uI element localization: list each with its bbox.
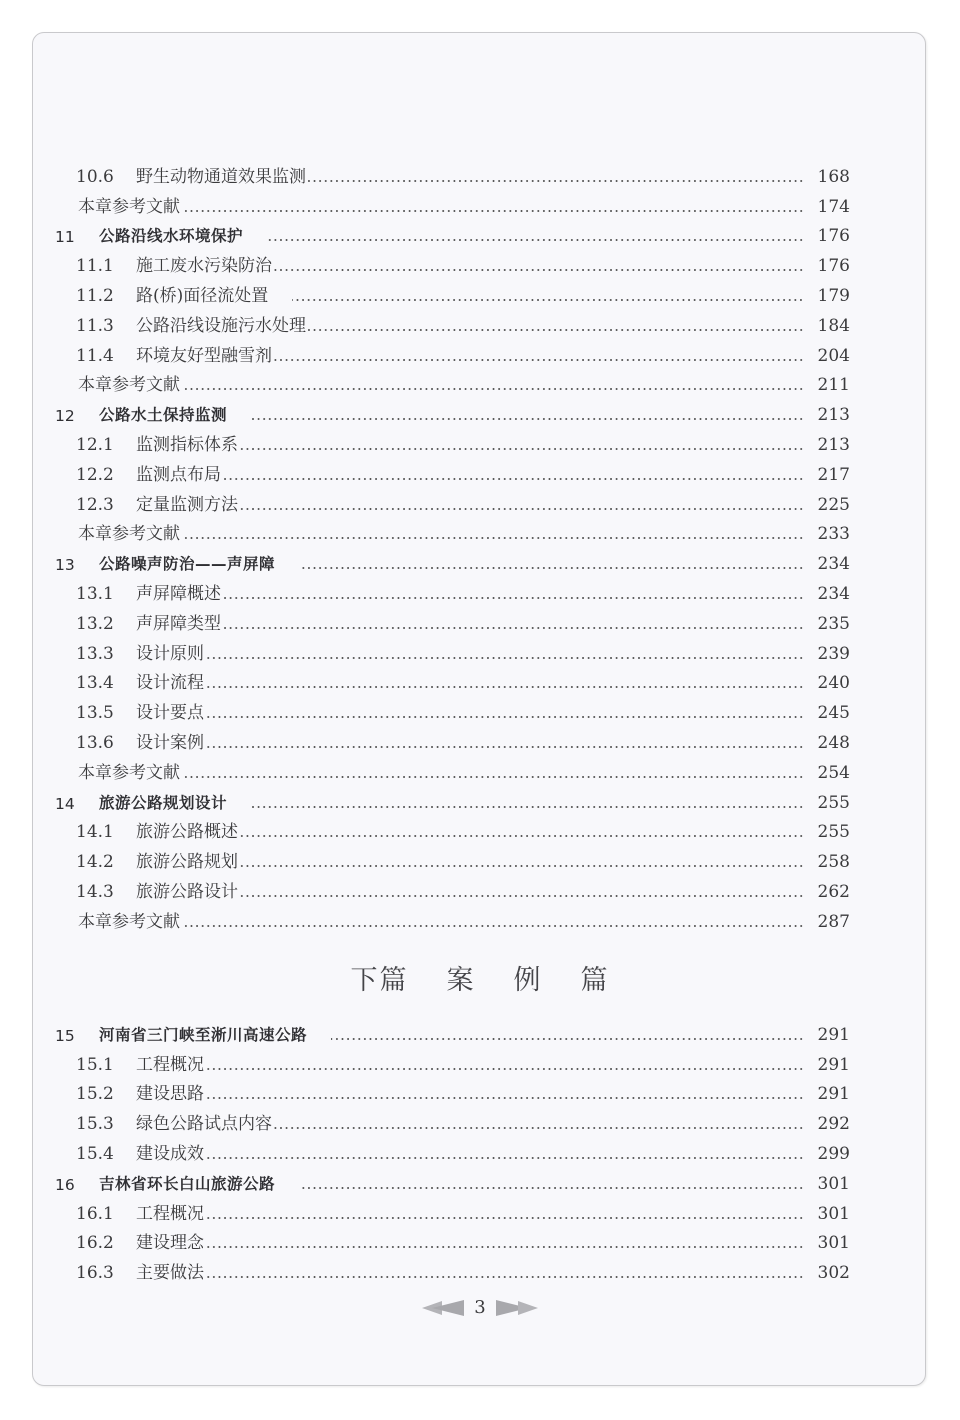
toc-entry-title: 声屏障类型 <box>136 613 221 634</box>
toc-section-entry[interactable] <box>55 664 850 694</box>
toc-entry-page: 292 <box>817 1114 850 1135</box>
toc-entry-page: 211 <box>817 375 850 396</box>
toc-entry-page: 213 <box>817 405 850 426</box>
dot-leader <box>206 1068 804 1070</box>
toc-entry-page: 248 <box>817 732 850 753</box>
toc-entry-page: 225 <box>817 494 850 515</box>
toc-entry-page: 179 <box>817 285 850 306</box>
toc-entry-number: 10.6 <box>76 166 114 187</box>
toc-entry-page: 184 <box>817 315 850 336</box>
toc-entry-title: 公路噪声防治——声屏障 <box>99 555 276 574</box>
toc-entry-page: 174 <box>817 196 850 217</box>
toc-entry-title: 主要做法 <box>136 1263 204 1284</box>
toc-chapter-entry[interactable] <box>55 395 850 425</box>
toc-section-entry[interactable] <box>55 872 850 902</box>
dot-leader <box>274 1127 804 1129</box>
toc-entry-title: 施工废水污染防治 <box>136 256 272 277</box>
part-heading-word: 案 <box>446 965 476 996</box>
toc-entry-page: 291 <box>817 1084 850 1105</box>
dot-leader <box>182 537 804 539</box>
dot-leader <box>182 388 804 390</box>
toc-entry-title: 设计流程 <box>136 673 204 694</box>
toc-entry-title: 旅游公路设计 <box>136 881 238 902</box>
toc-section-entry[interactable] <box>55 634 850 664</box>
toc-section-entry[interactable] <box>55 813 850 843</box>
dot-leader <box>206 746 804 748</box>
toc-entry-page: 301 <box>817 1233 850 1254</box>
toc-section-entry[interactable] <box>55 485 850 515</box>
toc-section-entry[interactable] <box>55 1253 850 1283</box>
toc-section-entry[interactable] <box>55 1075 850 1105</box>
toc-section-entry[interactable] <box>55 1045 850 1075</box>
toc-entry-number: 11.1 <box>76 256 114 277</box>
toc-entry-page: 239 <box>817 643 850 664</box>
toc-entry-title: 设计原则 <box>136 643 204 664</box>
part-heading-word: 篇 <box>580 965 610 996</box>
toc-entry-number: 14.1 <box>76 822 114 843</box>
dot-leader <box>182 210 804 212</box>
toc-entry-title: 工程概况 <box>136 1203 204 1224</box>
toc-entry-page: 299 <box>817 1143 850 1164</box>
dot-leader <box>182 776 804 778</box>
toc-entry-page: 302 <box>817 1263 850 1284</box>
dot-leader <box>308 180 804 182</box>
toc-entry-number: 14.2 <box>76 852 114 873</box>
arrow-left-icon <box>422 1299 464 1317</box>
toc-chapter-entry[interactable] <box>55 1015 850 1045</box>
dot-leader <box>274 269 804 271</box>
toc-entry-title: 建设思路 <box>136 1084 204 1105</box>
toc-section-entry[interactable] <box>55 246 850 276</box>
toc-entry-number: 16 <box>55 1175 75 1194</box>
table-of-contents-upper <box>55 157 850 932</box>
toc-entry-number: 16.3 <box>76 1263 114 1284</box>
toc-entry-title: 环境友好型融雪剂 <box>136 345 272 366</box>
toc-entry-page: 176 <box>817 256 850 277</box>
toc-entry-title: 本章参考文献 <box>78 524 180 545</box>
toc-entry-page: 255 <box>817 792 850 813</box>
toc-entry-title: 旅游公路规划 <box>136 852 238 873</box>
toc-entry-page: 204 <box>817 345 850 366</box>
toc-entry-number: 13.6 <box>76 732 114 753</box>
toc-section-entry[interactable] <box>55 336 850 366</box>
part-heading <box>0 958 960 997</box>
toc-section-entry[interactable] <box>55 425 850 455</box>
toc-entry-title: 定量监测方法 <box>136 494 238 515</box>
toc-entry-page: 213 <box>817 434 850 455</box>
toc-entry-title: 监测点布局 <box>136 464 221 485</box>
toc-entry-page: 168 <box>817 166 850 187</box>
dot-leader <box>206 716 804 718</box>
part-heading-word: 例 <box>513 965 543 996</box>
toc-entry-title: 本章参考文献 <box>78 762 180 783</box>
toc-entry-number: 16.1 <box>76 1203 114 1224</box>
toc-entry-page: 254 <box>817 762 850 783</box>
toc-entry-page: 245 <box>817 703 850 724</box>
dot-leader <box>206 657 804 659</box>
toc-entry-page: 255 <box>817 822 850 843</box>
toc-section-entry[interactable] <box>55 306 850 336</box>
toc-section-entry[interactable] <box>55 574 850 604</box>
dot-leader <box>308 329 804 331</box>
toc-section-entry[interactable] <box>55 1104 850 1134</box>
toc-section-entry[interactable] <box>55 455 850 485</box>
dot-leader <box>240 508 804 510</box>
page-number: 3 <box>474 1297 486 1318</box>
toc-entry-title: 公路沿线水环境保护 <box>99 227 244 246</box>
toc-entry-page: 234 <box>817 554 850 575</box>
toc-chapter-entry[interactable] <box>55 1164 850 1194</box>
dot-leader <box>206 1097 804 1099</box>
toc-entry-page: 291 <box>817 1024 850 1045</box>
toc-chapter-entry[interactable] <box>55 544 850 574</box>
dot-leader <box>299 567 804 569</box>
toc-entry-title: 吉林省环长白山旅游公路 <box>99 1174 276 1193</box>
toc-entry-page: 258 <box>817 852 850 873</box>
toc-entry-number: 14.3 <box>76 881 114 902</box>
toc-entry-title: 工程概况 <box>136 1054 204 1075</box>
toc-section-entry[interactable] <box>55 1224 850 1254</box>
toc-entry-number: 15.2 <box>76 1084 114 1105</box>
toc-entry-title: 设计案例 <box>136 732 204 753</box>
toc-entry-title: 路(桥)面径流处置 <box>136 285 269 306</box>
toc-entry-page: 233 <box>817 524 850 545</box>
toc-section-entry[interactable] <box>55 604 850 634</box>
dot-leader <box>240 835 804 837</box>
toc-entry-title: 本章参考文献 <box>78 196 180 217</box>
toc-entry-page: 301 <box>817 1173 850 1194</box>
toc-entry-page: 262 <box>817 881 850 902</box>
toc-section-entry[interactable] <box>55 276 850 306</box>
toc-entry-title: 本章参考文献 <box>78 375 180 396</box>
toc-section-entry[interactable] <box>55 1194 850 1224</box>
toc-entry-number: 16.2 <box>76 1233 114 1254</box>
dot-leader <box>292 299 804 301</box>
dot-leader <box>182 925 804 927</box>
dot-leader <box>206 686 804 688</box>
toc-section-entry[interactable] <box>55 723 850 753</box>
toc-entry-page: 176 <box>817 226 850 247</box>
toc-entry-title: 声屏障概述 <box>136 583 221 604</box>
table-of-contents-lower <box>55 1015 850 1283</box>
toc-entry-title: 公路沿线设施污水处理 <box>136 315 306 336</box>
toc-entry-title: 建设成效 <box>136 1143 204 1164</box>
dot-leader <box>331 1038 804 1040</box>
toc-entry-title: 公路水土保持监测 <box>99 406 228 425</box>
toc-entry-number: 13 <box>55 556 75 575</box>
toc-references-entry[interactable] <box>55 515 850 545</box>
dot-leader <box>206 1276 804 1278</box>
arrow-right-icon <box>496 1299 538 1317</box>
toc-section-entry[interactable] <box>55 693 850 723</box>
toc-entry-number: 15.4 <box>76 1143 114 1164</box>
toc-entry-page: 287 <box>817 911 850 932</box>
toc-entry-number: 12.3 <box>76 494 114 515</box>
toc-entry-number: 13.4 <box>76 673 114 694</box>
toc-entry-title: 设计要点 <box>136 703 204 724</box>
dot-leader <box>240 865 804 867</box>
toc-entry-title: 本章参考文献 <box>78 911 180 932</box>
dot-leader <box>223 627 804 629</box>
toc-references-entry[interactable] <box>55 753 850 783</box>
dot-leader <box>267 239 804 241</box>
toc-entry-number: 11.4 <box>76 345 114 366</box>
toc-entry-title: 野生动物通道效果监测 <box>136 166 306 187</box>
part-heading-word: 下篇 <box>350 965 409 996</box>
toc-entry-number: 12 <box>55 407 75 426</box>
dot-leader <box>251 806 804 808</box>
toc-section-entry[interactable] <box>55 1134 850 1164</box>
toc-references-entry[interactable] <box>55 902 850 932</box>
dot-leader <box>251 418 804 420</box>
toc-entry-page: 217 <box>817 464 850 485</box>
toc-references-entry[interactable] <box>55 187 850 217</box>
toc-entry-page: 240 <box>817 673 850 694</box>
toc-entry-number: 15.1 <box>76 1054 114 1075</box>
toc-entry-number: 11 <box>55 228 75 247</box>
dot-leader <box>274 359 804 361</box>
toc-section-entry[interactable] <box>55 842 850 872</box>
dot-leader <box>223 597 804 599</box>
toc-entry-title: 绿色公路试点内容 <box>136 1114 272 1135</box>
toc-entry-number: 13.1 <box>76 583 114 604</box>
dot-leader <box>240 448 804 450</box>
toc-entry-number: 15.3 <box>76 1114 114 1135</box>
dot-leader <box>206 1157 804 1159</box>
toc-entry-title: 建设理念 <box>136 1233 204 1254</box>
toc-entry-page: 291 <box>817 1054 850 1075</box>
toc-entry-number: 12.1 <box>76 434 114 455</box>
page-footer <box>0 1297 960 1318</box>
dot-leader <box>206 1217 804 1219</box>
toc-entry-number: 15 <box>55 1026 75 1045</box>
toc-entry-number: 13.2 <box>76 613 114 634</box>
toc-section-entry[interactable] <box>55 157 850 187</box>
toc-entry-title: 旅游公路规划设计 <box>99 793 228 812</box>
dot-leader <box>240 895 804 897</box>
toc-entry-title: 河南省三门峡至淅川高速公路 <box>99 1025 308 1044</box>
toc-entry-number: 13.3 <box>76 643 114 664</box>
toc-entry-page: 235 <box>817 613 850 634</box>
toc-entry-number: 11.3 <box>76 315 114 336</box>
toc-chapter-entry[interactable] <box>55 217 850 247</box>
toc-entry-page: 234 <box>817 583 850 604</box>
dot-leader <box>206 1246 804 1248</box>
toc-entry-number: 11.2 <box>76 285 114 306</box>
toc-entry-number: 14 <box>55 794 75 813</box>
toc-entry-number: 13.5 <box>76 703 114 724</box>
toc-entry-title: 旅游公路概述 <box>136 822 238 843</box>
toc-references-entry[interactable] <box>55 366 850 396</box>
toc-entry-number: 12.2 <box>76 464 114 485</box>
toc-chapter-entry[interactable] <box>55 783 850 813</box>
toc-entry-page: 301 <box>817 1203 850 1224</box>
dot-leader <box>223 478 804 480</box>
dot-leader <box>299 1187 804 1189</box>
toc-entry-title: 监测指标体系 <box>136 434 238 455</box>
